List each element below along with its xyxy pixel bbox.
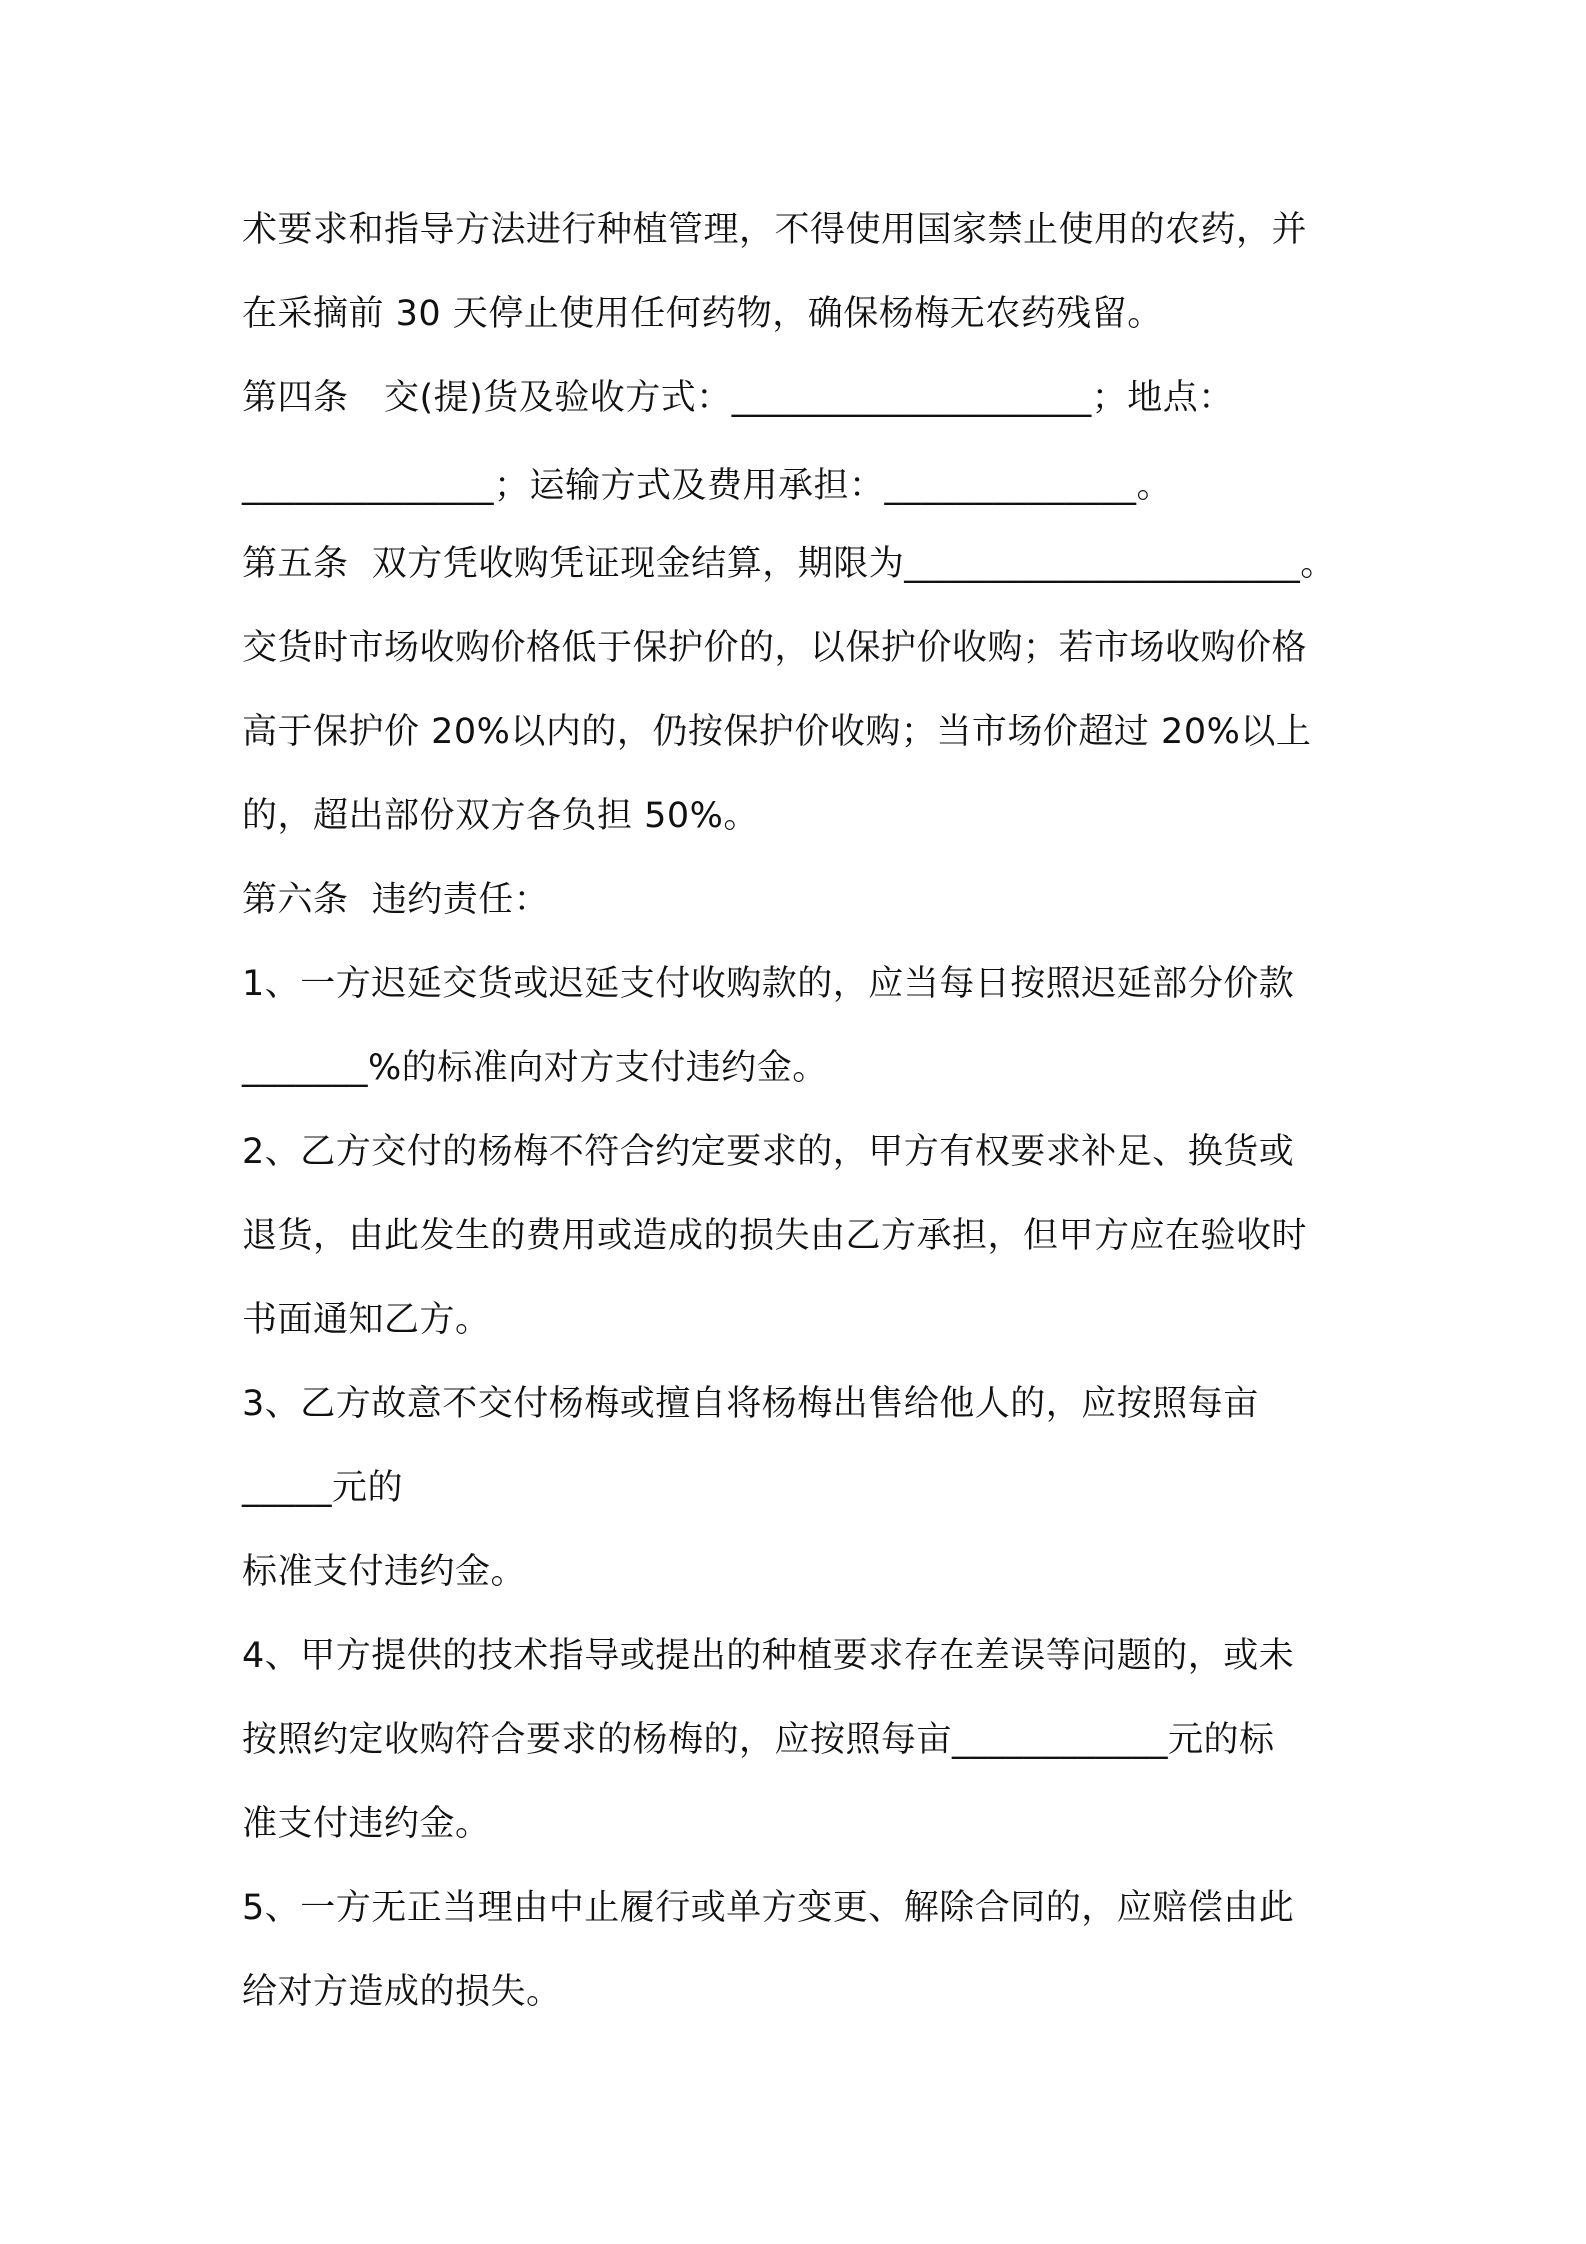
clause-5-line-2: 给对方造成的损失。 — [242, 1972, 562, 2012]
clause-2-line-2: 退货，由此发生的费用或造成的损失由乙方承担，但甲方应在验收时 — [242, 1216, 1308, 1256]
clause-1-line-1: 1、一方迟延交货或迟延支付收购款的，应当每日按照迟延部分价款 — [242, 964, 1295, 1004]
article-5-heading: 第五条 双方凭收购凭证现金结算，期限为______________________。 — [242, 544, 1336, 584]
text-line-4: ______________；运输方式及费用承担：______________。 — [242, 466, 1173, 506]
text-line-6: 交货时市场收购价格低于保护价的，以保护价收购；若市场收购价格 — [242, 628, 1308, 668]
text-line-8: 的，超出部份双方各负担 50%。 — [242, 796, 759, 836]
clause-2-line-1: 2、乙方交付的杨梅不符合约定要求的，甲方有权要求补足、换货或 — [242, 1132, 1295, 1172]
clause-4-line-2: 按照约定收购符合要求的杨梅的，应按照每亩____________元的标 — [242, 1720, 1275, 1760]
text-line-1: 术要求和指导方法进行种植管理，不得使用国家禁止使用的农药，并 — [242, 210, 1308, 250]
clause-4-line-1: 4、甲方提供的技术指导或提出的种植要求存在差误等问题的，或未 — [242, 1636, 1295, 1676]
clause-4-line-3: 准支付违约金。 — [242, 1804, 491, 1844]
text-line-7: 高于保护价 20%以内的，仍按保护价收购；当市场价超过 20%以上 — [242, 712, 1312, 752]
clause-3-line-2: _____元的 — [242, 1468, 404, 1508]
clause-1-line-2: _______%的标准向对方支付违约金。 — [242, 1048, 828, 1088]
article-4-heading: 第四条 交(提)货及验收方式：____________________；地点： — [242, 378, 1234, 418]
text-line-2: 在采摘前 30 天停止使用任何药物，确保杨梅无农药残留。 — [242, 294, 1163, 334]
clause-3-line-3: 标准支付违约金。 — [242, 1552, 527, 1592]
clause-3-line-1: 3、乙方故意不交付杨梅或擅自将杨梅出售给他人的，应按照每亩 — [242, 1384, 1259, 1424]
clause-5-line-1: 5、一方无正当理由中止履行或单方变更、解除合同的，应赔偿由此 — [242, 1888, 1295, 1928]
clause-2-line-3: 书面通知乙方。 — [242, 1300, 491, 1340]
article-6-heading: 第六条 违约责任： — [242, 880, 550, 920]
